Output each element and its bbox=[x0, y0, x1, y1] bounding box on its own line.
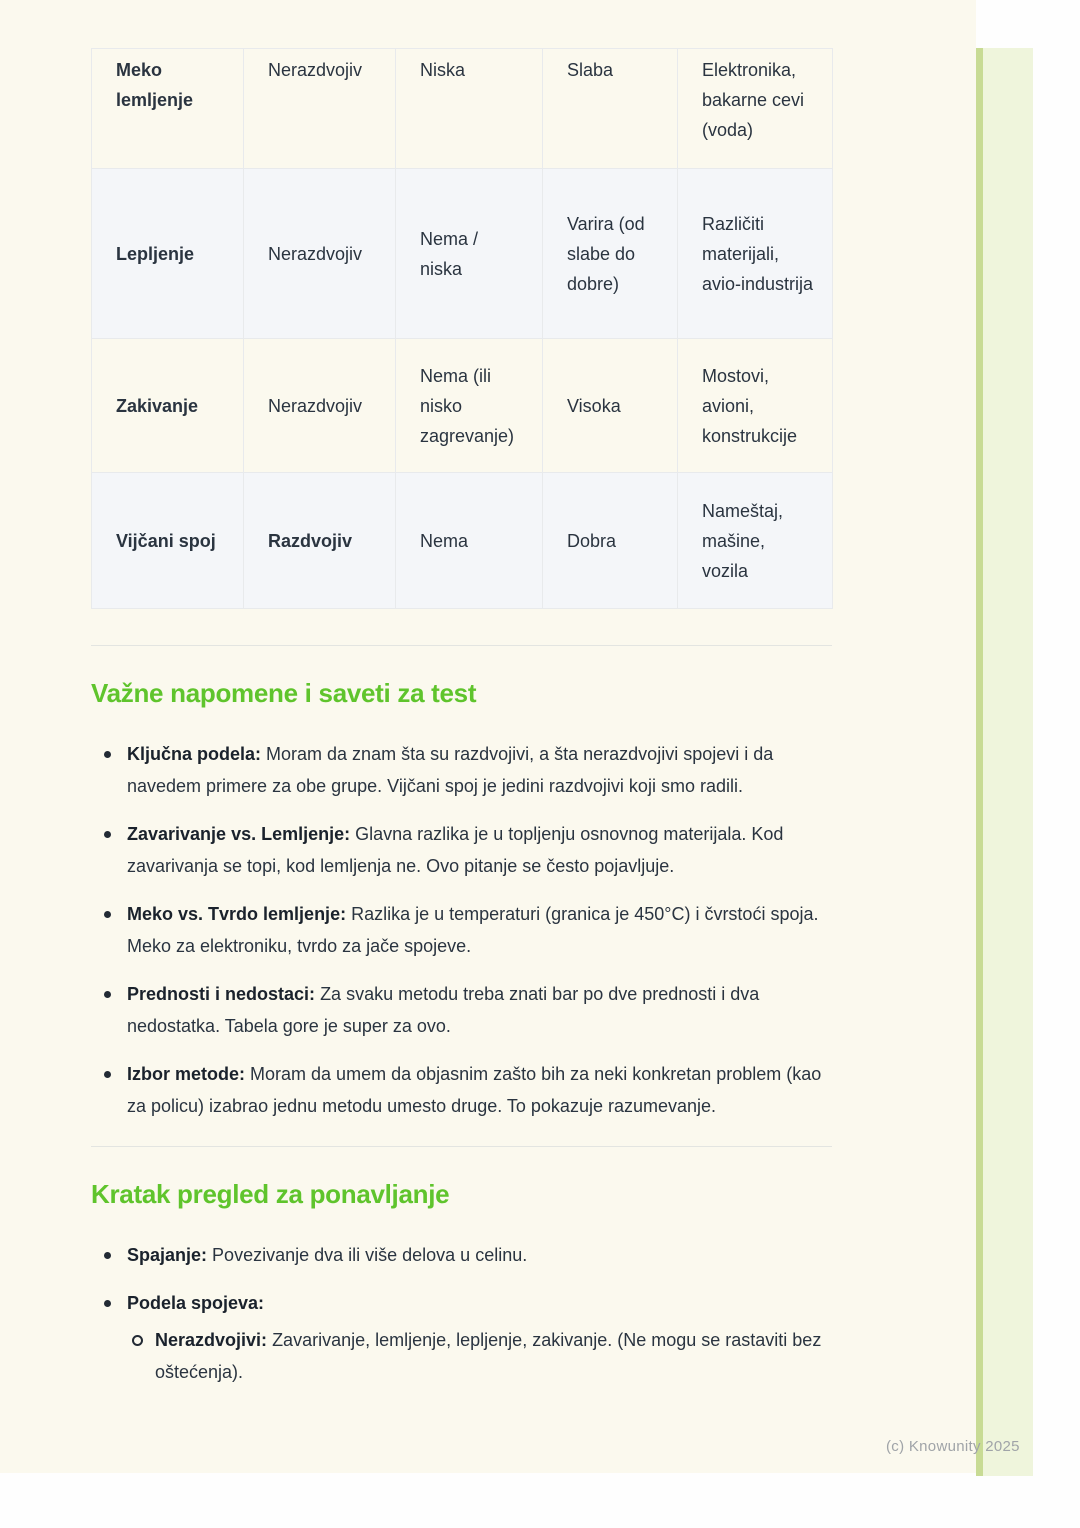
section-title-napomene: Važne napomene i saveti za test bbox=[91, 678, 477, 708]
list-item-lead: Spajanje: bbox=[127, 1245, 208, 1265]
table-row-meko-lemljenje bbox=[92, 49, 833, 169]
cell-strength: Dobra bbox=[543, 473, 678, 609]
list-item-lead: Meko vs. Tvrdo lemljenje: bbox=[127, 904, 347, 924]
list-item-lead: Podela spojeva: bbox=[127, 1293, 265, 1313]
cell-usage: Različiti materijali, avio-industrija bbox=[678, 169, 833, 339]
page-content bbox=[91, 48, 832, 1388]
cell-type: Razdvojiv bbox=[244, 473, 396, 609]
next-page-edge bbox=[976, 48, 1033, 1476]
list-item-lead: Izbor metode: bbox=[127, 1064, 246, 1084]
table-row-vijcani-spoj bbox=[92, 473, 833, 609]
sub-list-item bbox=[127, 1324, 832, 1388]
list-item bbox=[91, 1287, 832, 1388]
list-item-text: Glavna razlika je u topljenju osnovnog materijala. Kod zavarivanja se topi, kod lemljenja ne. Ovo pitanje se često pojavljuje. bbox=[127, 824, 784, 876]
list-item bbox=[91, 1239, 832, 1271]
cell-type: Nerazdvojiv bbox=[244, 339, 396, 473]
list-item-text: Razlika je u temperaturi (granica je 450°C) i čvrstoći spoja. Meko za elektroniku, tvrdo za jače spojeve. bbox=[127, 904, 819, 956]
cell-heat: Niska bbox=[396, 49, 543, 169]
cell-usage: Mostovi, avioni, konstrukcije bbox=[678, 339, 833, 473]
cell-method: Zakivanje bbox=[92, 339, 244, 473]
list-item bbox=[91, 978, 832, 1042]
list-item bbox=[91, 738, 832, 802]
list-item-lead: Zavarivanje vs. Lemljenje: bbox=[127, 824, 351, 844]
cell-usage: Nameštaj, mašine, vozila bbox=[678, 473, 833, 609]
cell-strength: Varira (od slabe do dobre) bbox=[543, 169, 678, 339]
list-item-text: Povezivanje dva ili više delova u celinu. bbox=[212, 1245, 528, 1265]
list-item-text: Zavarivanje, lemljenje, lepljenje, zakivanje. (Ne mogu se rastaviti bez oštećenja). bbox=[155, 1330, 822, 1382]
list-item-text: Moram da umem da objasnim zašto bih za neki konkretan problem (kao za policu) izabrao jednu metodu umesto druge. To pokazuje razumevanje. bbox=[127, 1064, 822, 1116]
table-row-zakivanje bbox=[92, 339, 833, 473]
cell-type: Nerazdvojiv bbox=[244, 49, 396, 169]
list-item bbox=[91, 898, 832, 962]
table-row-lepljenje bbox=[92, 169, 833, 339]
cell-method: Vijčani spoj bbox=[92, 473, 244, 609]
review-list bbox=[91, 1239, 832, 1388]
cell-usage: Elektronika, bakarne cevi (voda) bbox=[678, 49, 833, 169]
section-divider bbox=[91, 1146, 832, 1147]
list-item-lead: Ključna podela: bbox=[127, 744, 262, 764]
cell-strength: Visoka bbox=[543, 339, 678, 473]
list-item bbox=[91, 818, 832, 882]
cell-method: Lepljenje bbox=[92, 169, 244, 339]
copyright-watermark: (c) Knowunity 2025 bbox=[886, 1438, 1020, 1455]
section-divider bbox=[91, 645, 832, 646]
list-item-text: Za svaku metodu treba znati bar po dve prednosti i dva nedostatka. Tabela gore je super za ovo. bbox=[127, 984, 760, 1036]
sub-list bbox=[127, 1324, 832, 1388]
list-item-lead: Nerazdvojivi: bbox=[155, 1330, 268, 1350]
list-item bbox=[91, 1058, 832, 1122]
cell-heat: Nema / niska bbox=[396, 169, 543, 339]
cell-heat: Nema (ili nisko zagrevanje) bbox=[396, 339, 543, 473]
list-item-text: Moram da znam šta su razdvojivi, a šta nerazdvojivi spojevi i da navedem primere za obe grupe. Vijčani spoj je jedini razdvojivi koji smo radili. bbox=[127, 744, 774, 796]
cell-heat: Nema bbox=[396, 473, 543, 609]
list-item-lead: Prednosti i nedostaci: bbox=[127, 984, 316, 1004]
cell-method: Meko lemljenje bbox=[92, 49, 244, 169]
cell-strength: Slaba bbox=[543, 49, 678, 169]
cell-type: Nerazdvojiv bbox=[244, 169, 396, 339]
joining-methods-table bbox=[91, 48, 833, 609]
notes-list bbox=[91, 738, 832, 1122]
section-title-pregled: Kratak pregled za ponavljanje bbox=[91, 1179, 450, 1209]
